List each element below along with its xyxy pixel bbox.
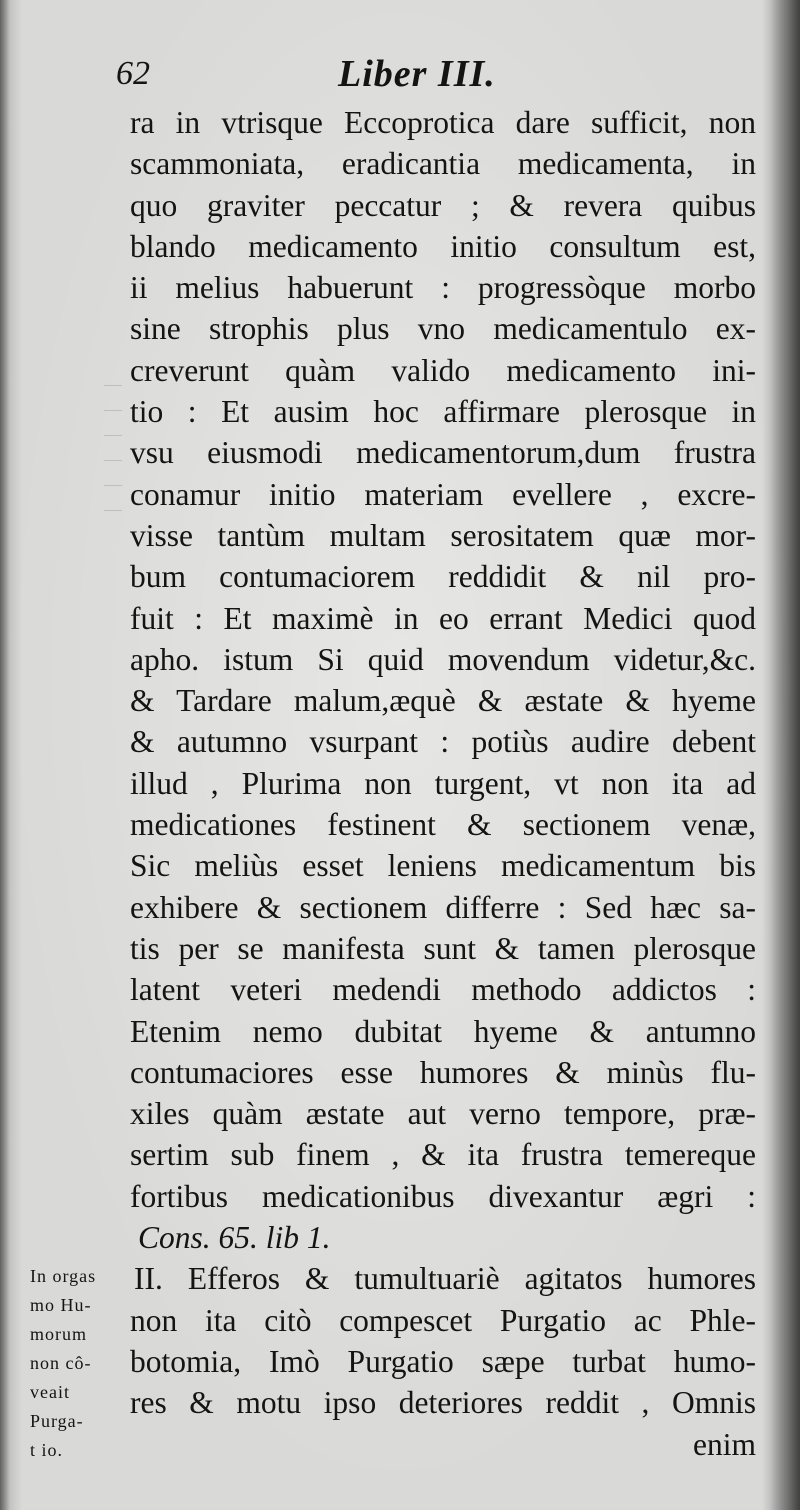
page-gutter-shadow: [762, 0, 800, 1510]
text-line: apho. istum Si quid movendum videtur,&c.: [130, 641, 756, 677]
text-line: illud , Plurima non turgent, vt non ita ad: [130, 765, 756, 801]
text-line: tio : Et ausim hoc affirmare plerosque in: [130, 394, 756, 430]
text-line: II. Efferos & tumultuariè agitatos humores: [134, 1261, 756, 1297]
text-line: fortibus medicationibus divexantur ægri :: [130, 1178, 756, 1214]
text-line: visse tantùm multam serositatem quæ mor-: [130, 517, 756, 553]
text-line: ra in vtrisque Eccoprotica dare sufficit, non: [130, 105, 756, 140]
facing-page-bleed-through: — — — — — —: [104, 374, 122, 519]
text-line: scammoniata, eradicantia medicamenta, in: [130, 146, 756, 182]
marginal-note-line: In orgas: [30, 1266, 97, 1286]
text-line: sertim sub finem , & ita frustra temereque: [130, 1137, 756, 1173]
marginal-note-line: t io.: [30, 1440, 64, 1460]
text-line: botomia, Imò Purgatio sæpe turbat humo-: [130, 1343, 756, 1379]
marginal-note-line: Purga-: [30, 1411, 84, 1431]
text-line: contumaciores esse humores & minùs flu-: [130, 1054, 756, 1090]
page-header: [116, 48, 756, 100]
page-number: 62: [116, 55, 150, 92]
text-line: & Tardare malum,æquè & æstate & hyeme: [130, 683, 756, 719]
running-head: Liber III.: [338, 53, 496, 95]
text-line: bum contumaciorem reddidit & nil pro-: [130, 559, 756, 595]
text-line: fuit : Et maximè in eo errant Medici quod: [130, 600, 756, 636]
text-line: ii melius habuerunt : progressòque morbo: [130, 270, 756, 306]
text-line: latent veteri medendi methodo addictos :: [130, 972, 756, 1008]
text-line: creverunt quàm valido medicamento ini-: [130, 352, 756, 388]
marginal-note-line: mo Hu-: [30, 1295, 92, 1315]
text-line: vsu eiusmodi medicamentorum,dum frustra: [130, 435, 756, 471]
text-line: tis per se manifesta sunt & tamen plerosque: [130, 930, 756, 966]
text-line: Sic meliùs esset leniens medicamentum bis: [130, 848, 756, 884]
text-line: exhibere & sectionem differre : Sed hæc sa-: [130, 889, 756, 925]
text-line: blando medicamento initio consultum est,: [130, 228, 756, 264]
catchword: enim: [693, 1426, 756, 1462]
text-line: non ita citò compescet Purgatio ac Phle-: [130, 1302, 756, 1338]
page-left-edge: [0, 0, 10, 1510]
text-line: & autumno vsurpant : potiùs audire debent: [130, 724, 756, 760]
text-line: quo graviter peccatur ; & revera quibus: [130, 187, 756, 223]
text-line: Etenim nemo dubitat hyeme & antumno: [130, 1013, 756, 1049]
text-line: conamur initio materiam evellere , excre-: [130, 476, 756, 512]
main-text-block: [130, 102, 756, 1465]
text-line: xiles quàm æstate aut verno tempore, præ-: [130, 1096, 756, 1132]
text-line: medicationes festinent & sectionem venæ,: [130, 807, 756, 843]
marginal-note-line: non cô-: [30, 1353, 92, 1373]
marginal-note-line: morum: [30, 1324, 87, 1344]
text-line: sine strophis plus vno medicamentulo ex-: [130, 311, 756, 347]
citation: Cons. 65. lib 1.: [138, 1220, 331, 1256]
marginal-note: [30, 1262, 126, 1465]
text-line: res & motu ipso deteriores reddit , Omnis: [130, 1385, 756, 1421]
marginal-note-line: veait: [30, 1382, 70, 1402]
